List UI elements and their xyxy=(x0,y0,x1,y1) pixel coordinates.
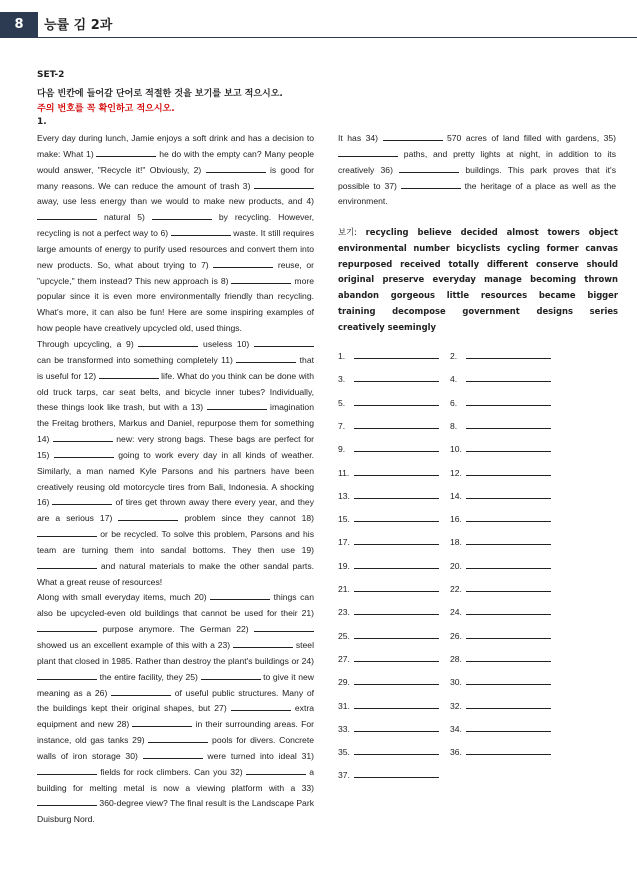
answer-slot xyxy=(450,676,551,687)
answer-slot xyxy=(450,443,551,454)
passage-text: in their surrounding areas. For instance, old gas tanks 29) xyxy=(37,719,314,746)
blank[interactable] xyxy=(152,210,212,220)
blank[interactable] xyxy=(231,701,291,711)
blank[interactable] xyxy=(171,226,231,236)
answer-line[interactable] xyxy=(354,700,439,709)
answer-slot xyxy=(450,420,551,431)
answer-line[interactable] xyxy=(354,653,439,662)
page-title: 능률 김 2과 xyxy=(44,18,113,33)
answer-number: 36. xyxy=(450,747,462,758)
blank[interactable] xyxy=(37,527,97,537)
answer-number: 37. xyxy=(338,770,350,781)
blank[interactable] xyxy=(52,495,112,505)
passage-text: showed us an excellent example of this with a 23) xyxy=(37,640,234,650)
passage-text: can be transformed into something completely 11) xyxy=(37,354,237,365)
blank[interactable] xyxy=(401,179,461,189)
answer-slot xyxy=(450,583,551,594)
answer-number: 33. xyxy=(338,723,350,734)
answer-slot xyxy=(338,676,439,687)
blank[interactable] xyxy=(37,765,97,775)
passage-text: new: very strong bags. These bags are perfect for 15) xyxy=(37,434,314,460)
blank[interactable] xyxy=(210,590,270,600)
passage-text: 360-degree view? The final result is the Landscape Park Duisburg Nord. xyxy=(37,798,314,825)
passage-text: of tires get thrown away there every year, and they are a serious 17) xyxy=(37,497,314,524)
header-rule xyxy=(38,37,637,38)
passage-text: Every day during lunch, Jamie enjoys a soft drink and has a decision to make: What 1) xyxy=(37,133,314,159)
passage-text: useless 10) xyxy=(198,338,254,349)
word-box xyxy=(338,225,618,336)
answer-slot xyxy=(450,490,551,501)
answer-line[interactable] xyxy=(354,630,439,639)
answer-line[interactable] xyxy=(466,723,551,732)
passage-right-column xyxy=(338,131,616,210)
word-box-words: abandon gorgeous little resources became bigger xyxy=(338,290,618,301)
answer-slot xyxy=(338,373,439,384)
passage-left-column xyxy=(37,131,314,828)
word-box-line xyxy=(338,257,618,273)
passage-text: fields for rock climbers. Can you 32) xyxy=(97,766,246,777)
answer-slot xyxy=(450,746,551,757)
passage-text: the heritage of a place as well as the environment. xyxy=(338,180,617,207)
answer-slot xyxy=(338,560,439,571)
blank[interactable] xyxy=(338,147,398,157)
answer-slot xyxy=(450,630,551,641)
blank[interactable] xyxy=(138,337,198,347)
answer-sheet xyxy=(338,350,618,800)
passage-text: purpose anymore. The German 22) xyxy=(97,624,254,635)
word-box-words: original preserve everyday manage becoming thrown xyxy=(338,274,618,285)
blank[interactable] xyxy=(54,448,114,458)
answer-line[interactable] xyxy=(466,513,551,522)
blank[interactable] xyxy=(96,147,156,157)
passage-text: paths, and pretty lights at night, in addition to its creatively 36) xyxy=(338,148,616,175)
answer-line[interactable] xyxy=(354,443,439,452)
answer-slot xyxy=(338,536,439,547)
blank[interactable] xyxy=(99,369,159,379)
answer-number: 14. xyxy=(450,490,462,501)
answer-number: 35. xyxy=(338,747,350,758)
answer-slot xyxy=(338,397,439,408)
answer-line[interactable] xyxy=(466,700,551,709)
word-box-words: creatively seemingly xyxy=(338,321,436,332)
answer-number: 9. xyxy=(338,444,346,455)
answer-number: 27. xyxy=(338,653,350,664)
answer-line[interactable] xyxy=(354,583,439,592)
passage-text: reuse, or "upcycle," them instead? This new approach is 8) xyxy=(37,259,314,286)
answer-number: 23. xyxy=(338,607,350,618)
answer-line[interactable] xyxy=(354,606,439,615)
blank[interactable] xyxy=(233,638,293,648)
answer-slot xyxy=(450,723,551,734)
blank[interactable] xyxy=(37,796,97,806)
answer-line[interactable] xyxy=(466,606,551,615)
answer-number: 25. xyxy=(338,630,350,641)
answer-number: 29. xyxy=(338,677,350,688)
answer-line[interactable] xyxy=(466,467,551,476)
answer-slot xyxy=(338,583,439,594)
answer-line[interactable] xyxy=(466,560,551,569)
passage-text: to give it new meaning as a 26) xyxy=(37,671,315,698)
answer-line[interactable] xyxy=(354,536,439,545)
passage-text: the entire facility, they 25) xyxy=(97,671,201,682)
answer-number: 15. xyxy=(338,514,350,525)
paragraph-3 xyxy=(37,590,314,828)
answer-line[interactable] xyxy=(354,350,439,359)
passage-text: Along with small everyday items, much 20) xyxy=(37,592,211,603)
set-title: SET-2 xyxy=(37,70,65,80)
warning-note: 주의 번호를 꼭 확인하고 적으시오. xyxy=(37,104,175,114)
answer-number: 30. xyxy=(450,677,462,688)
answer-slot xyxy=(338,700,439,711)
answer-slot xyxy=(450,653,551,664)
passage-text: steel plant that closed in 1985. Rather than destroy the plant's buildings or 24) xyxy=(37,640,315,666)
answer-slot xyxy=(338,769,439,780)
page-header xyxy=(0,0,637,38)
answer-slot xyxy=(450,606,551,617)
answer-number: 24. xyxy=(450,607,462,618)
blank[interactable] xyxy=(37,210,97,220)
answer-line[interactable] xyxy=(354,513,439,522)
passage-text: waste. It still requires large amounts of energy to purify used resources and convert them into new products. So, what about trying to 7) xyxy=(37,228,314,270)
page-number: 8 xyxy=(0,12,38,38)
answer-slot xyxy=(338,606,439,617)
passage-text: by recycling. However, recycling is not a perfect way to 6) xyxy=(37,212,314,239)
answer-line[interactable] xyxy=(466,397,551,406)
word-box-label: 보기: xyxy=(338,227,366,237)
passage-text: pools for divers. Concrete walls of iron storage 30) xyxy=(37,735,314,761)
blank[interactable] xyxy=(236,353,296,363)
passage-text: he do with the empty can? Many people would answer, "Recycle it!" Obviously, 2) xyxy=(37,148,315,175)
blank[interactable] xyxy=(254,179,314,189)
answer-number: 1. xyxy=(338,351,346,361)
word-box-words: repurposed received totally different conserve should xyxy=(338,258,618,269)
blank[interactable] xyxy=(143,749,203,759)
passage-text: away, use less energy than we would to make new products, and 4) xyxy=(37,196,314,207)
answer-number: 34. xyxy=(450,723,462,734)
answer-slot xyxy=(450,700,551,711)
answer-slot xyxy=(338,490,439,501)
answer-line[interactable] xyxy=(466,676,551,685)
question-number: 1. xyxy=(37,117,47,127)
passage-text: of useful public structures. Many of the buildings kept their original shapes, but 27) xyxy=(37,687,314,714)
answer-number: 20. xyxy=(450,560,462,571)
passage-text: life. What do you think can be done with old truck tarps, car seat belts, and bicycle inner tubes? Individually, these things look like trash, but with a 13) xyxy=(37,370,314,413)
blank[interactable] xyxy=(254,337,314,347)
answer-slot xyxy=(450,350,551,361)
blank[interactable] xyxy=(254,622,314,632)
answer-line[interactable] xyxy=(466,630,551,639)
instruction: 다음 빈칸에 들어갈 단어로 적절한 것을 보기를 보고 적으시오. xyxy=(37,89,283,99)
answer-slot xyxy=(338,350,439,361)
blank[interactable] xyxy=(399,163,459,173)
answer-slot xyxy=(450,397,551,408)
blank[interactable] xyxy=(37,622,97,632)
passage-text: that is useful for 12) xyxy=(37,354,314,381)
answer-line[interactable] xyxy=(466,746,551,755)
answer-slot xyxy=(338,653,439,664)
passage-text: It has 34) xyxy=(338,133,383,143)
passage-text: and natural materials to make the other sandal parts. What a great reuse of resources! xyxy=(37,560,314,587)
answer-number: 3. xyxy=(338,374,346,385)
blank[interactable] xyxy=(111,686,171,696)
word-box-line xyxy=(338,241,618,257)
answer-number: 18. xyxy=(450,537,462,548)
passage-text: natural 5) xyxy=(97,212,152,223)
answer-line[interactable] xyxy=(354,467,439,476)
word-box-line xyxy=(338,288,618,304)
answer-slot xyxy=(338,467,439,478)
answer-line[interactable] xyxy=(354,769,439,778)
blank[interactable] xyxy=(213,258,273,268)
answer-number: 22. xyxy=(450,584,462,594)
passage-text: more popular since it is even more environmentally friendly than recycling. What's more, it can also be fun! Here are some inspiring examples of how people have creatively upcycled old, used things. xyxy=(37,275,314,334)
passage-text: or be recycled. To solve this problem, Parsons and his team are turning them into sandal bottoms. They then use 19) xyxy=(37,529,314,555)
paragraph-4 xyxy=(338,131,616,210)
answer-number: 19. xyxy=(338,560,350,571)
answer-line[interactable] xyxy=(466,536,551,545)
passage-text: Through upcycling, a 9) xyxy=(37,338,139,349)
answer-line[interactable] xyxy=(354,490,439,499)
passage-text: imagination the Freitag brothers, Markus and Daniel, repurpose them for something 14) xyxy=(37,402,314,445)
blank[interactable] xyxy=(201,670,261,680)
answer-number: 31. xyxy=(338,700,350,711)
answer-number: 11. xyxy=(338,467,350,478)
word-box-line xyxy=(338,225,618,241)
passage-text: were turned into ideal 31) xyxy=(202,750,314,761)
passage-text: extra equipment and new 28) xyxy=(37,703,314,730)
answer-slot xyxy=(450,560,551,571)
answer-number: 6. xyxy=(450,397,458,408)
answer-number: 4. xyxy=(450,374,458,385)
answer-slot xyxy=(338,723,439,734)
answer-number: 10. xyxy=(450,444,462,455)
answer-number: 2. xyxy=(450,351,458,361)
word-box-words: recycling believe decided almost towers object xyxy=(365,227,618,237)
answer-slot xyxy=(450,373,551,384)
blank[interactable] xyxy=(118,511,178,521)
word-box-line xyxy=(338,304,618,320)
blank[interactable] xyxy=(132,717,192,727)
answer-slot xyxy=(338,746,439,757)
passage-text: buildings. This park proves that it's possible to 37) xyxy=(338,164,616,191)
passage-text: a building for melting metal is now a viewing platform with a 33) xyxy=(37,766,314,793)
passage-text: problem since they cannot 18) xyxy=(178,513,315,524)
paragraph-2 xyxy=(37,337,314,591)
answer-slot xyxy=(450,467,551,478)
word-box-line xyxy=(338,320,618,336)
passage-text: is good for many reasons. We can reduce the amount of trash 3) xyxy=(37,164,314,191)
answer-number: 12. xyxy=(450,467,462,478)
answer-line[interactable] xyxy=(466,490,551,499)
answer-slot xyxy=(450,536,551,547)
answer-line[interactable] xyxy=(354,373,439,382)
blank[interactable] xyxy=(206,163,266,173)
blank[interactable] xyxy=(148,733,208,743)
answer-slot xyxy=(450,513,551,524)
passage-text: things can also be upcycled-even old buildings that cannot be used for their 21) xyxy=(37,592,314,619)
answer-number: 16. xyxy=(450,514,462,525)
passage-text: 570 acres of land filled with gardens, 35) xyxy=(442,133,616,143)
answer-number: 28. xyxy=(450,653,462,664)
answer-slot xyxy=(338,443,439,454)
answer-line[interactable] xyxy=(354,723,439,732)
word-box-line xyxy=(338,272,618,288)
word-box-words: environmental number bicyclists cycling former canvas xyxy=(338,242,618,253)
answer-slot xyxy=(338,420,439,431)
answer-number: 32. xyxy=(450,700,462,711)
answer-number: 21. xyxy=(338,584,350,594)
blank[interactable] xyxy=(231,274,291,284)
blank[interactable] xyxy=(246,765,306,775)
answer-line[interactable] xyxy=(354,560,439,569)
answer-slot xyxy=(338,513,439,524)
answer-number: 17. xyxy=(338,537,350,548)
answer-number: 5. xyxy=(338,397,346,408)
blank[interactable] xyxy=(383,131,443,141)
answer-line[interactable] xyxy=(354,397,439,406)
answer-number: 8. xyxy=(450,420,458,431)
answer-line[interactable] xyxy=(354,676,439,685)
blank[interactable] xyxy=(37,559,97,569)
answer-line[interactable] xyxy=(466,583,551,592)
answer-line[interactable] xyxy=(354,746,439,755)
answer-line[interactable] xyxy=(354,420,439,429)
blank[interactable] xyxy=(207,400,267,410)
blank[interactable] xyxy=(53,432,113,442)
blank[interactable] xyxy=(37,670,97,680)
word-box-words: training decompose government designs series xyxy=(338,305,618,316)
answer-number: 7. xyxy=(338,420,346,431)
answer-line[interactable] xyxy=(466,420,551,429)
answer-number: 13. xyxy=(338,490,350,501)
answer-line[interactable] xyxy=(466,350,551,359)
passage-text: going to work every day in all kinds of weather. Similarly, a man named Kyle Parsons and his partners have been creatively reusing old motorcycle tires from Bali, Indonesia. A shocking 16) xyxy=(37,449,314,508)
paragraph-1 xyxy=(37,131,314,337)
answer-slot xyxy=(338,630,439,641)
answer-line[interactable] xyxy=(466,373,551,382)
answer-line[interactable] xyxy=(466,443,551,452)
answer-line[interactable] xyxy=(466,653,551,662)
answer-number: 26. xyxy=(450,630,462,641)
